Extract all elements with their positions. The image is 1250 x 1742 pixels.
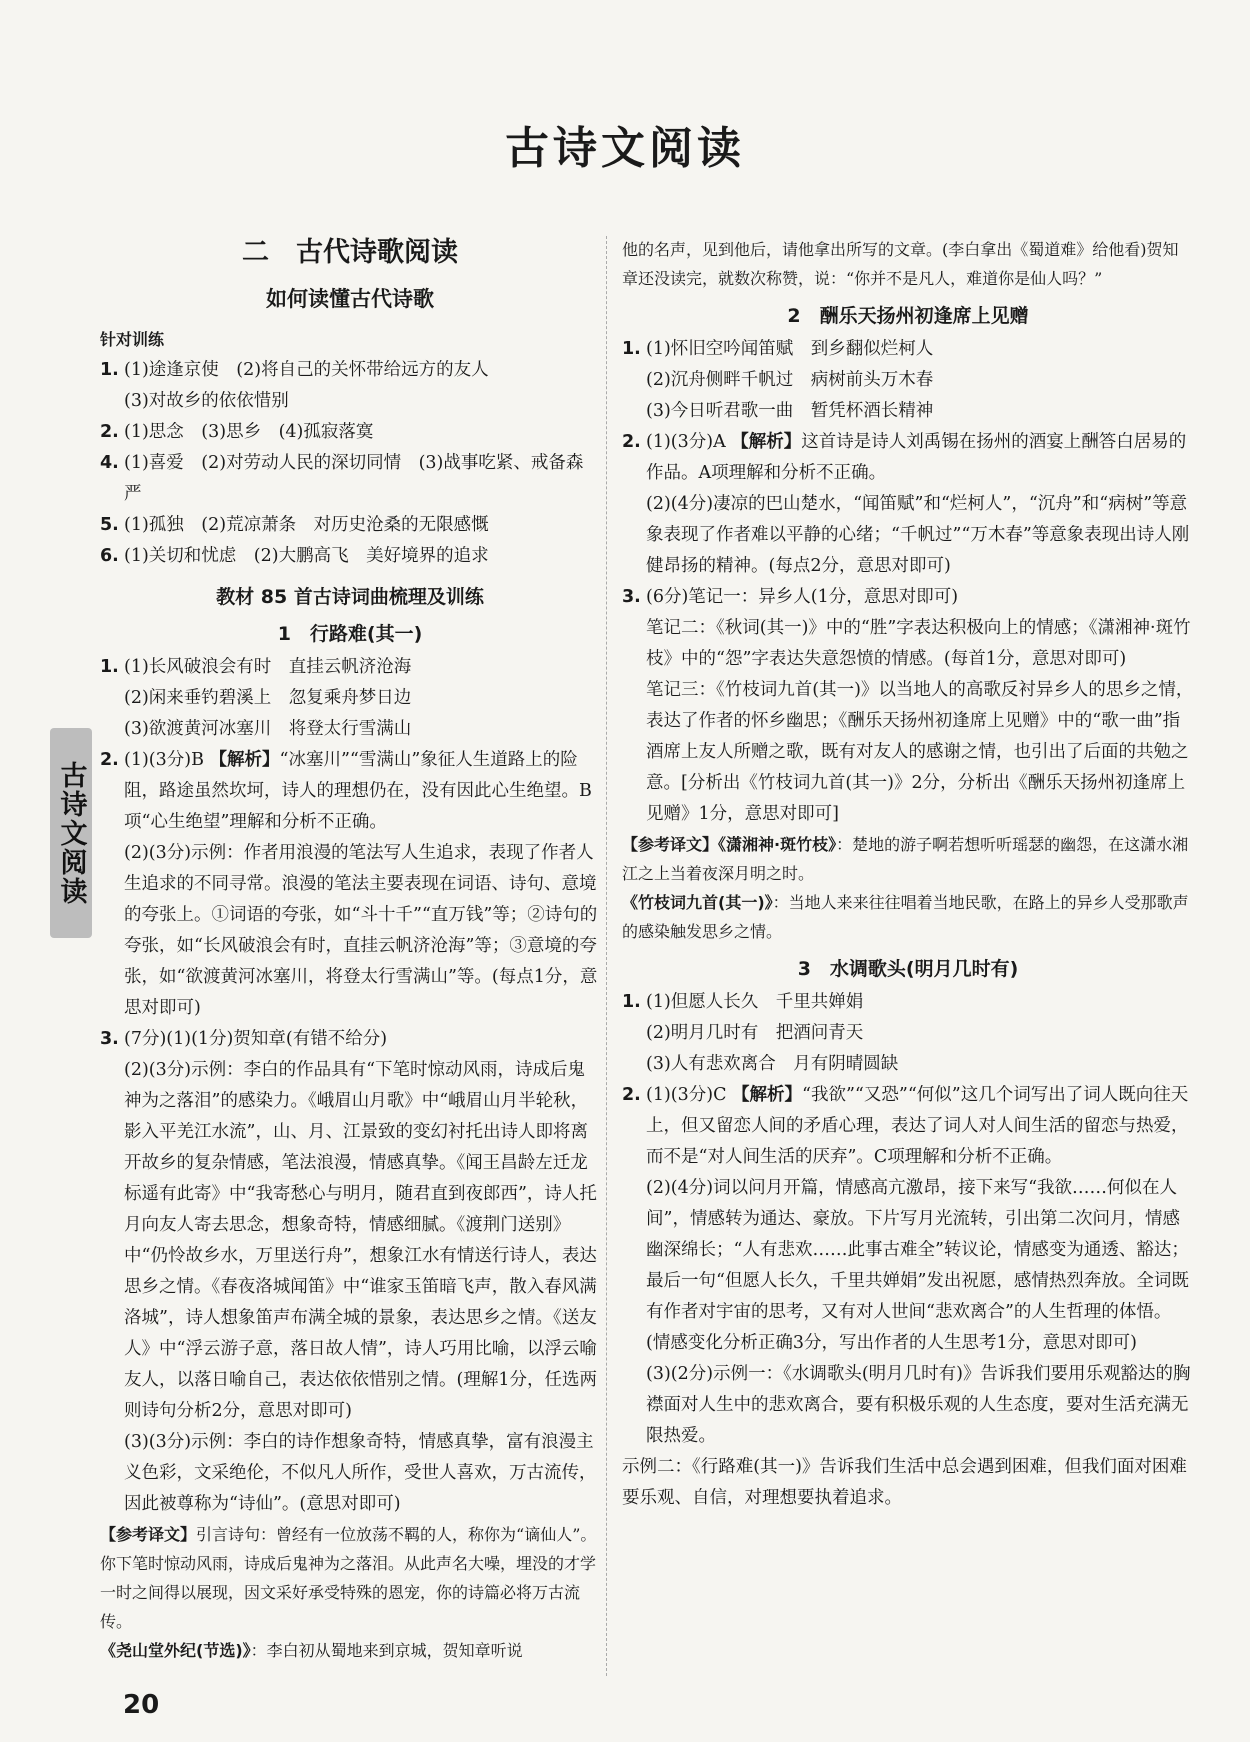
side-tab-label: 古诗文阅读 [55,760,87,906]
question-item: 1. (1)但愿人长久 千里共婵娟 (2)明月几时有 把酒问青天 (3)人有悲欢离合 月有阴晴圆缺 [622,992,899,1074]
answer-text: (3)(3分)示例：李白的诗作想象奇特，情感真挚，富有浪漫主义色彩，文采绝伦，不似凡人所作，受世人喜欢，万古流传，因此被尊称为“诗仙”。(意思对即可) [124,1432,597,1514]
question-item: 2. (1)(3分)C 【解析】“我欲”“又恐”“何似”这几个词写出了词人既向往天上，但又留恋人间的矛盾心理，表达了词人对人间生活的留恋与热爱，而不是“对人间生活的厌弃”。C项理解和分析不正确。 (2)(4分)词以问月开篇，情感高亢激昂，接下来写“我欲……何似在人间”，情感转为通达、豪放。下片写月光流转，引出第二次问月，情感幽深绵长；“人有悲欢……此事古难全”转议论，情感变为通透、豁达；最后一句“但愿人长久，千里共婵娟”发出祝愿，感情热烈奔放。全词既有作者对宇宙的思考，又有对人世间“悲欢离合”的人生哲理的体悟。(情感变化分析正确3分，写出作者的人生思考1分，意思对即可) (3)(2分)示例一：《水调歌头(明月几时有)》告诉我们要用乐观豁达的胸襟面对人生中的悲欢离合，要有积极乐观的人生态度，要对生活充满无限热爱。 [622,1080,1194,1452]
answer-text: (3)(2分)示例一：《水调歌头(明月几时有)》告诉我们要用乐观豁达的胸襟面对人生中的悲欢离合，要有积极乐观的人生态度，要对生活充满无限热爱。 [646,1364,1191,1446]
poem-title: 3 水调歌头(明月几时有) [797,958,1019,980]
reference-translation-continued: 他的名声，见到他后，请他拿出所写的文章。(李白拿出《蜀道难》给他看)贺知章还没读完，就数次称赞，说：“你并不是凡人，难道你是仙人吗？” [622,240,1179,288]
answer-text: (2)(3分)示例：李白的作品具有“下笔时惊动风雨，诗成后鬼神为之落泪”的感染力。《峨眉山月歌》中“峨眉山月半轮秋，影入平羌江水流”，山、月、江景致的变幻衬托出诗人即将离开故乡的复杂情感，笔法浪漫，情感真挚。《闻王昌龄左迁龙标遥有此寄》中“我寄愁心与明月，随君直到夜郎西”，诗人托月向友人寄去思念，想象奇特，情感细腻。《渡荆门送别》中“仍怜故乡水，万里送行舟”，想象江水有情送行诗人，表达思乡之情。《春夜洛城闻笛》中“谁家玉笛暗飞声，散入春风满洛城”，诗人想象笛声布满全城的景象，表达思乡之情。《送友人》中“浮云游子意，落日故人情”，诗人巧用比喻，以浮云喻友人，以落日喻自己，表达依依惜别之情。(理解1分，任选两则诗句分析2分，意思对即可) [124,1060,597,1421]
answer-text: (7分)(1)(1分)贺知章(有错不给分) [124,1029,388,1049]
question-item: 2. (1)(3分)A 【解析】这首诗是诗人刘禹锡在扬州的酒宴上酬答白居易的作品。A项理解和分析不正确。 (2)(4分)凄凉的巴山楚水，“闻笛赋”和“烂柯人”，“沉舟”和“病树”等意象表现了作者难以平静的心绪；“千帆过”“万木春”等意象表现出诗人刚健昂扬的精神。(每点2分，意思对即可) [622,427,1194,582]
analysis-tag: 【解析】 [731,432,802,452]
question-item: 3. (6分)笔记一：异乡人(1分，意思对即可) 笔记二：《秋词(其一)》中的“胜”字表达积极向上的情感；《潇湘神·斑竹枝》中的“怨”字表达失意怨愤的情感。(每首1分，意思对即可) 笔记三：《竹枝词九首(其一)》以当地人的高歌反衬异乡人的思乡之情，表达了作者的怀乡幽思；《酬乐天扬州初逢席上见赠》中的“歌一曲”指酒席上友人所赠之歌，既有对友人的感谢之情，也引出了后面的共勉之意。[分析出《竹枝词九首(其一)》2分，分析出《酬乐天扬州初逢席上见赠》1分，意思对即可] [622,582,1194,830]
practice-label: 针对训练 [100,330,165,349]
question-item: 1. (1)长风破浪会有时 直挂云帆济沧海 (2)闲来垂钓碧溪上 忽复乘舟梦日边 (3)欲渡黄河冰塞川 将登太行雪满山 [100,657,412,739]
right-column [622,235,1194,1514]
answer-text: 示例二：《行路难(其一)》告诉我们生活中总会遇到困难，但我们面对困难要乐观、自信，对理想要执着追求。 [622,1457,1187,1508]
question-item: 2. (1)(3分)B 【解析】“冰塞川”“雪满山”象征人生道路上的险阻，路途虽然坎坷，诗人的理想仍在，没有因此心生绝望。B项“心生绝望”理解和分析不正确。 (2)(3分)示例：作者用浪漫的笔法写人生追求，表现了作者人生追求的不同寻常。浪漫的笔法主要表现在词语、诗句、意境的夸张上。①词语的夸张，如“斗十千”“直万钱”等；②诗句的夸张，如“长风破浪会有时，直挂云帆济沧海”等；③意境的夸张，如“欲渡黄河冰塞川，将登太行雪满山”等。(每点1分，意思对即可) [100,745,600,1024]
page-number: 20 [123,1690,160,1720]
answer-text: 笔记二：《秋词(其一)》中的“胜”字表达积极向上的情感；《潇湘神·斑竹枝》中的“怨”字表达失意怨愤的情感。(每首1分，意思对即可) [646,618,1191,669]
question-item: 3. (7分)(1)(1分)贺知章(有错不给分) (2)(3分)示例：李白的作品具有“下笔时惊动风雨，诗成后鬼神为之落泪”的感染力。《峨眉山月歌》中“峨眉山月半轮秋，影入平羌江水流”，山、月、江景致的变幻衬托出诗人即将离开故乡的复杂情感，笔法浪漫，情感真挚。《闻王昌龄左迁龙标遥有此寄》中“我寄愁心与明月，随君直到夜郎西”，诗人托月向友人寄去思念，想象奇特，情感细腻。《渡荆门送别》中“仍怜故乡水，万里送行舟”，想象江水有情送行诗人，表达思乡之情。《春夜洛城闻笛》中“谁家玉笛暗飞声，散入春风满洛城”，诗人想象笛声布满全城的景象，表达思乡之情。《送友人》中“浮云游子意，落日故人情”，诗人巧用比喻，以浮云喻友人，以落日喻自己，表达依依惜别之情。(理解1分，任选两则诗句分析2分，意思对即可) (3)(3分)示例：李白的诗作想象奇特，情感真挚，富有浪漫主义色彩，文采绝伦，不似凡人所作，受世人喜欢，万古流传，因此被尊称为“诗仙”。(意思对即可) [100,1024,600,1520]
left-column [100,230,600,1665]
reference-translation: 《竹枝词九首(其一)》：当地人来来往往唱着当地民歌，在路上的异乡人受那歌声的感染触发思乡之情。 [622,893,1189,941]
section-heading: 二 古代诗歌阅读 [242,237,458,268]
question-item: 1. (1)怀旧空吟闻笛赋 到乡翻似烂柯人 (2)沉舟侧畔千帆过 病树前头万木春 (3)今日听君歌一曲 暂凭杯酒长精神 [622,339,934,421]
side-tab [50,728,92,938]
practice-item: 6. (1)关切和忧虑 (2)大鹏高飞 美好境界的追求 [100,546,489,566]
practice-item: 5. (1)孤独 (2)荒凉萧条 对历史沧桑的无限感慨 [100,515,489,535]
answer-text: (6分)笔记一：异乡人(1分，意思对即可) [646,587,959,607]
practice-item: 1. (1)途逢京使 (2)将自己的关怀带给远方的友人 (3)对故乡的依依惜别 [100,360,489,411]
practice-item: 2. (1)思念 (3)思乡 (4)孤寂落寞 [100,422,374,442]
reference-translation: 《尧山堂外纪(节选)》：李白初从蜀地来到京城，贺知章听说 [100,1641,523,1660]
reference-translation: 【参考译文】《潇湘神·斑竹枝》：楚地的游子啊若想听听瑶瑟的幽怨，在这潇水湘江之上当着夜深月明之时。 [622,835,1189,883]
answer-text: (2)(4分)词以问月开篇，情感高亢激昂，接下来写“我欲……何似在人间”，情感转为通达、豪放。下片写月光流转，引出第二次问月，情感幽深绵长；“人有悲欢……此事古难全”转议论，情感变为通透、豁达；最后一句“但愿人长久，千里共婵娟”发出祝愿，感情热烈奔放。全词既有作者对宇宙的思考，又有对人世间“悲欢离合”的人生哲理的体悟。(情感变化分析正确3分，写出作者的人生思考1分，意思对即可) [646,1178,1189,1353]
poem-title: 2 酬乐天扬州初逢席上见赠 [787,305,1029,327]
analysis-tag: 【解析】 [209,750,280,770]
answer-text: 笔记三：《竹枝词九首(其一)》以当地人的高歌反衬异乡人的思乡之情，表达了作者的怀乡幽思；《酬乐天扬州初逢席上见赠》中的“歌一曲”指酒席上友人所赠之歌，既有对友人的感谢之情，也引出了后面的共勉之意。[分析出《竹枝词九首(其一)》2分，分析出《酬乐天扬州初逢席上见赠》1分，意思对即可] [646,680,1194,824]
practice-item: 4. (1)喜爱 (2)对劳动人民的深切同情 (3)战事吃紧、戒备森严 [100,453,584,504]
column-divider [606,236,607,1676]
answer-text: (1)(3分)C 【解析】“我欲”“又恐”“何似”这几个词写出了词人既向往天上，但又留恋人间的矛盾心理，表达了词人对人间生活的留恋与热爱，而不是“对人间生活的厌弃”。C项理解和分析不正确。 [646,1085,1189,1167]
analysis-tag: 【解析】 [732,1085,803,1105]
textbook-section-title: 教材 85 首古诗词曲梳理及训练 [216,586,484,608]
answer-text: (1)(3分)A 【解析】这首诗是诗人刘禹锡在扬州的酒宴上酬答白居易的作品。A项理解和分析不正确。 [646,432,1187,483]
answer-text: (2)(4分)凄凉的巴山楚水，“闻笛赋”和“烂柯人”，“沉舟”和“病树”等意象表现了作者难以平静的心绪；“千帆过”“万木春”等意象表现出诗人刚健昂扬的精神。(每点2分，意思对即可) [646,494,1190,576]
subsection-heading: 如何读懂古代诗歌 [266,287,434,311]
page-title: 古诗文阅读 [505,123,745,174]
practice-list [100,355,600,572]
answer-text: (1)(3分)B 【解析】“冰塞川”“雪满山”象征人生道路上的险阻，路途虽然坎坷，诗人的理想仍在，没有因此心生绝望。B项“心生绝望”理解和分析不正确。 [124,750,592,832]
answer-text: (2)(3分)示例：作者用浪漫的笔法写人生追求，表现了作者人生追求的不同寻常。浪漫的笔法主要表现在词语、诗句、意境的夸张上。①词语的夸张，如“斗十千”“直万钱”等；②诗句的夸张，如“长风破浪会有时，直挂云帆济沧海”等；③意境的夸张，如“欲渡黄河冰塞川，将登太行雪满山”等。(每点1分，意思对即可) [124,843,598,1018]
poem-title: 1 行路难(其一) [277,623,423,645]
reference-translation: 【参考译文】引言诗句：曾经有一位放荡不羁的人，称你为“谪仙人”。你下笔时惊动风雨，诗成后鬼神为之落泪。从此声名大噪，埋没的才学一时之间得以展现，因文采好承受特殊的恩宠，你的诗篇必将万古流传。 [100,1525,597,1631]
